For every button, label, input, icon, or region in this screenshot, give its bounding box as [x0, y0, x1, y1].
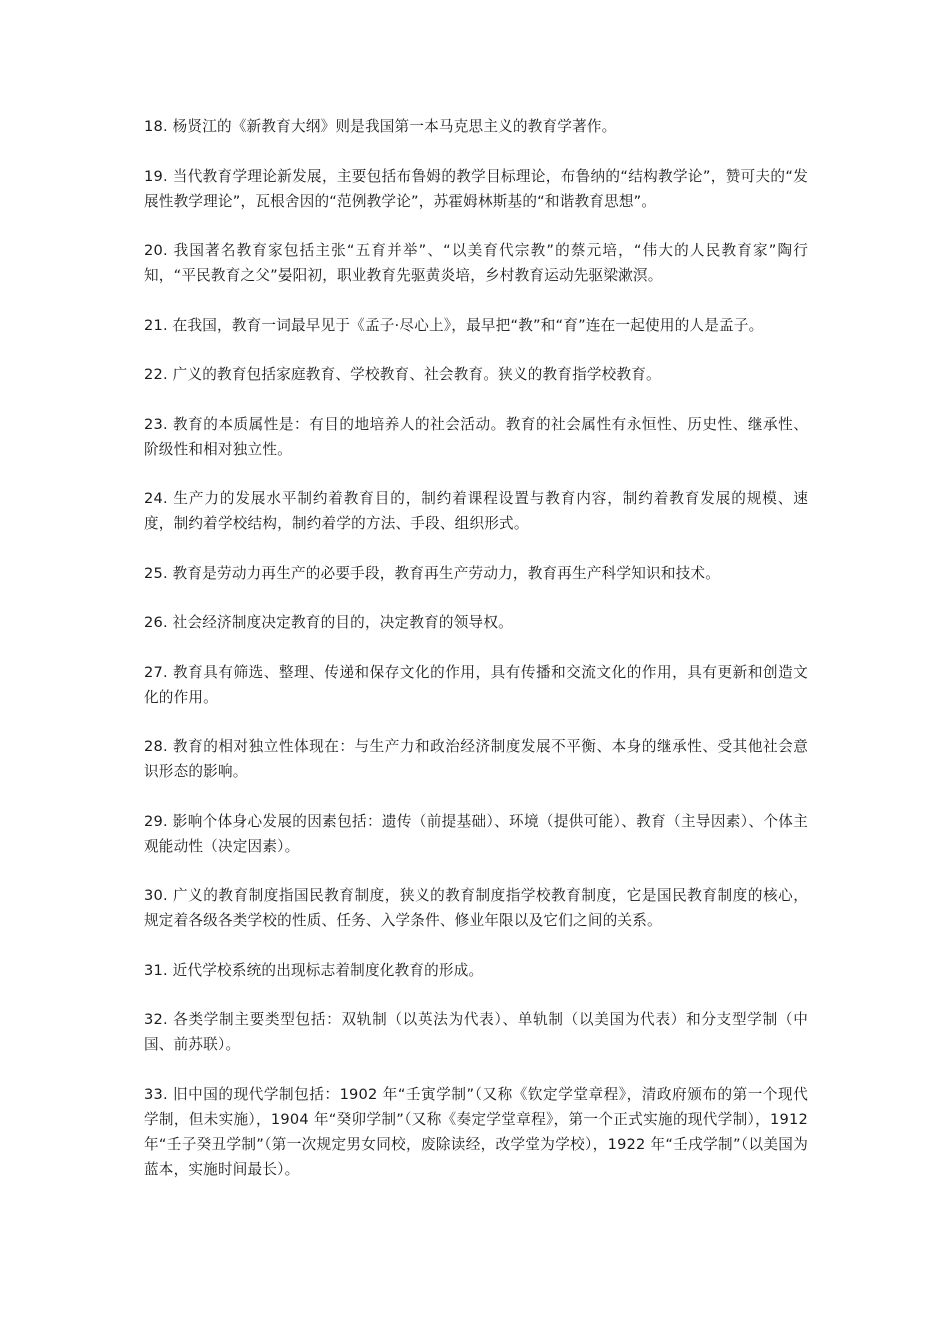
paragraph-27: 27. 教育具有筛选、整理、传递和保存文化的作用，具有传播和交流文化的作用，具有更新和创造文化的作用。 — [144, 663, 808, 706]
document-body — [144, 114, 808, 1206]
paragraph-29: 29. 影响个体身心发展的因素包括：遗传（前提基础）、环境（提供可能）、教育（主导因素）、个体主观能动性（决定因素）。 — [144, 812, 808, 855]
paragraph-32: 32. 各类学制主要类型包括：双轨制（以英法为代表）、单轨制（以美国为代表）和分支型学制（中国、前苏联）。 — [144, 1011, 808, 1053]
paragraph-22: 22. 广义的教育包括家庭教育、学校教育、社会教育。狭义的教育指学校教育。 — [144, 366, 661, 383]
paragraph-20: 20. 我国著名教育家包括主张“五育并举”、“以美育代宗教”的蔡元培，“伟大的人民教育家”陶行知，“平民教育之父”晏阳初，职业教育先驱黄炎培，乡村教育运动先驱梁漱溟。 — [144, 242, 808, 284]
paragraph-28: 28. 教育的相对独立性体现在：与生产力和政治经济制度发展不平衡、本身的继承性、受其他社会意识形态的影响。 — [144, 738, 808, 780]
paragraph-21: 21. 在我国，教育一词最早见于《孟子·尽心上》，最早把“教”和“育”连在一起使用的人是孟子。 — [144, 316, 764, 334]
paragraph-23: 23. 教育的本质属性是：有目的地培养人的社会活动。教育的社会属性有永恒性、历史性、继承性、阶级性和相对独立性。 — [144, 415, 808, 458]
paragraph-18: 18. 杨贤江的《新教育大纲》则是我国第一本马克思主义的教育学著作。 — [144, 118, 617, 135]
paragraph-33: 33. 旧中国的现代学制包括：1902 年“壬寅学制”（又称《钦定学堂章程》，清政府颁布的第一个现代学制，但未实施），1904 年“癸卯学制”（又称《奏定学堂章程》，第一个正式实施的现代学制），1912 年“壬子癸丑学制”（第一次规定男女同校，废除读经，改学堂为学校），1922 年“壬戌学制”（以美国为蓝本，实施时间最长）。 — [144, 1085, 808, 1178]
paragraph-25: 25. 教育是劳动力再生产的必要手段，教育再生产劳动力，教育再生产科学知识和技术。 — [144, 564, 721, 582]
paragraph-26: 26. 社会经济制度决定教育的目的，决定教育的领导权。 — [144, 614, 513, 631]
paragraph-31: 31. 近代学校系统的出现标志着制度化教育的形成。 — [144, 961, 484, 979]
paragraph-19: 19. 当代教育学理论新发展，主要包括布鲁姆的教学目标理论，布鲁纳的“结构教学论”，赞可夫的“发展性教学理论”，瓦根舍因的“范例教学论”，苏霍姆林斯基的“和谐教育思想”。 — [144, 167, 808, 210]
paragraph-24: 24. 生产力的发展水平制约着教育目的，制约着课程设置与教育内容，制约着教育发展的规模、速度，制约着学校结构，制约着学的方法、手段、组织形式。 — [144, 490, 808, 532]
paragraph-30: 30. 广义的教育制度指国民教育制度，狭义的教育制度指学校教育制度，它是国民教育制度的核心，规定着各级各类学校的性质、任务、入学条件、修业年限以及它们之间的关系。 — [144, 887, 808, 929]
